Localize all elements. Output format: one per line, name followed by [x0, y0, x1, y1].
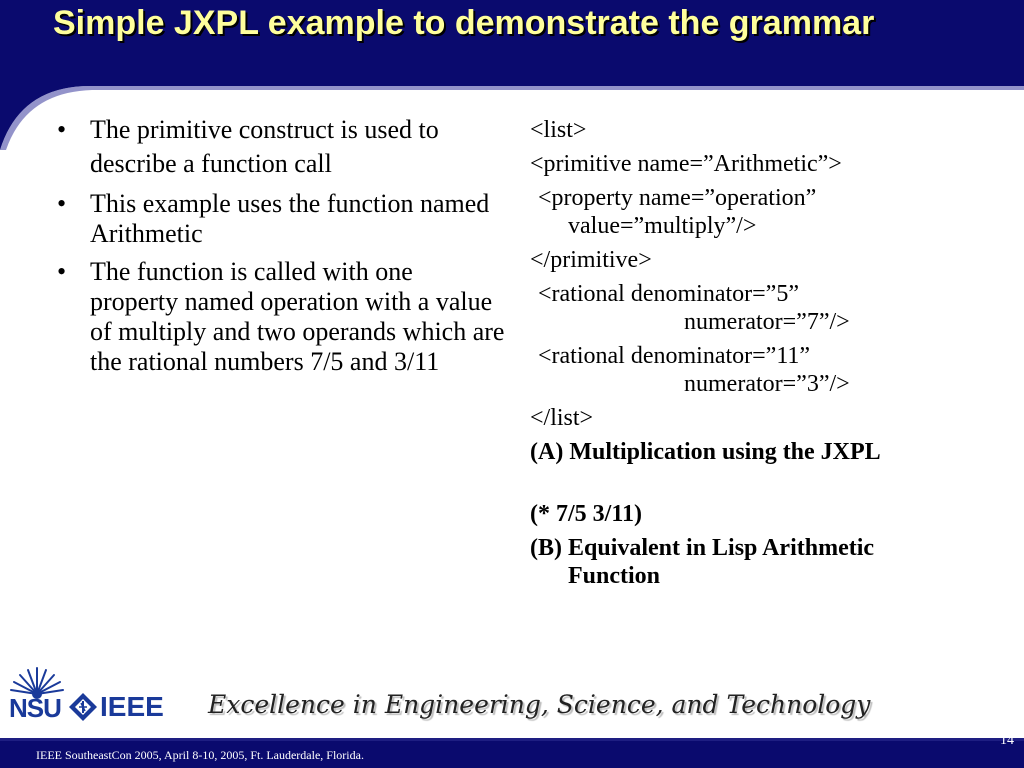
slide-number: 14 — [1000, 733, 1014, 748]
bullet-item — [52, 113, 507, 181]
footer-text: IEEE SoutheastCon 2005, April 8-10, 2005, Ft. Lauderdale, Florida. — [36, 748, 364, 762]
ieee-diamond-icon — [68, 692, 98, 722]
code-line: <rational denominator=”11” — [538, 343, 811, 369]
code-line: numerator=”3”/> — [684, 371, 850, 397]
bullet-text: This example uses the function named Arithmetic — [90, 189, 490, 248]
lisp-expression: (* 7/5 3/11) — [530, 501, 642, 527]
bullet-text: The function is called with one property named operation with a value of multiply and two operands which are the rational numbers 7/5 and 3/11 — [90, 257, 505, 376]
bullet-marker: • — [57, 257, 67, 286]
caption-b: (B) Equivalent in Lisp Arithmetic — [530, 535, 875, 561]
code-line: <primitive name=”Arithmetic”> — [530, 151, 842, 177]
bullet-text: The primitive construct is used to describe a function call — [90, 115, 439, 178]
code-line: <property name=”operation” — [538, 185, 817, 211]
bullet-item — [52, 189, 507, 249]
nsu-logo: NSU — [9, 693, 61, 723]
bullet-marker: • — [57, 189, 67, 218]
tagline: Excellence in Engineering, Science, and Technology — [208, 690, 871, 719]
code-line: <list> — [530, 117, 587, 143]
code-line: <rational denominator=”5” — [538, 281, 799, 307]
slide-title: Simple JXPL example to demonstrate the grammar — [53, 4, 875, 42]
code-line: </primitive> — [530, 247, 652, 273]
code-example — [530, 116, 1000, 590]
code-line: value=”multiply”/> — [568, 213, 757, 239]
caption-a: (A) Multiplication using the JXPL — [530, 439, 881, 465]
bullet-list — [52, 113, 507, 385]
bullet-marker: • — [57, 115, 67, 144]
caption-b-continued: Function — [568, 563, 661, 589]
code-line: numerator=”7”/> — [684, 309, 850, 335]
bullet-item — [52, 257, 507, 377]
ieee-logo: IEEE — [100, 691, 164, 722]
code-line: </list> — [530, 405, 594, 431]
